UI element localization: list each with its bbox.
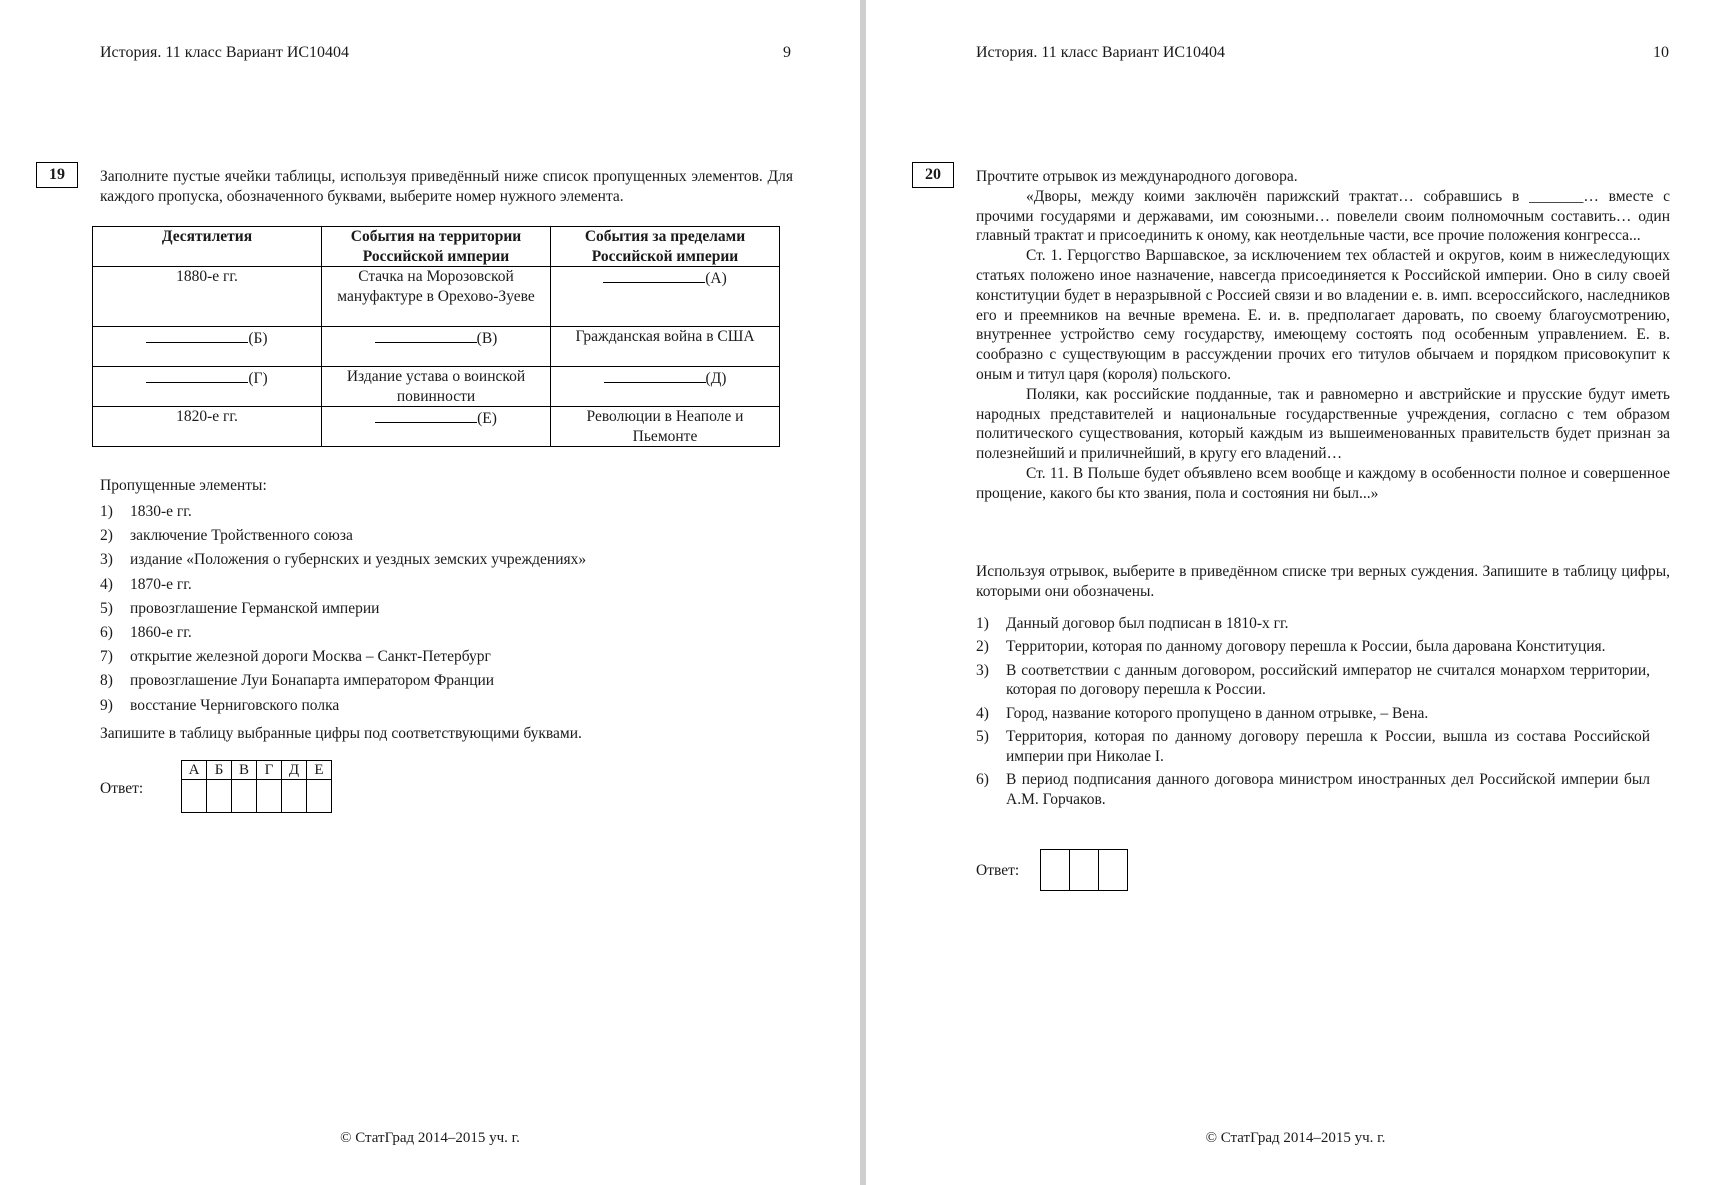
list-item	[100, 669, 790, 693]
list-item	[100, 645, 790, 669]
excerpt-paragraph: Ст. 1. Герцогство Варшавское, за исключением тех областей и округов, коим в нижеследующих статьях положено иное назначение, навсегда присоединяется к Российской империи. Оно в силу своей конституции будет в неразрывной с Россией связи и во владении е. в. имп. всероссийского, наследников его и преемников на вечные времена. Е. и. в. предполагает даровать, по своему благоусмотрению, внутреннее устройство сему государству, имеющему состоять под особенным управлением. Е. в. сообразно с существующим в рассуждении прочих его титулов обычаем и порядком присовокупит к оным и титул царя (короля) польского.	[976, 247, 1670, 383]
table-cell: Стачка на Морозовской мануфактуре в Орехово-Зуеве	[322, 267, 551, 327]
answer-cell[interactable]	[1041, 850, 1070, 891]
page-footer: © СтатГрад 2014–2015 уч. г.	[1205, 1130, 1386, 1146]
item-number: 4)	[100, 575, 113, 593]
item-number: 6)	[976, 771, 989, 789]
item-text: восстание Черниговского полка	[130, 696, 340, 714]
list-item	[976, 614, 1650, 634]
list-item	[976, 770, 1650, 810]
options-list	[976, 614, 1650, 813]
column-header: События на территории Российской империи	[322, 227, 551, 267]
answer-letter: В	[232, 761, 257, 780]
column-header: События за пределами Российской империи	[551, 227, 780, 267]
table-row	[93, 407, 780, 447]
table-cell: 1820-е гг.	[93, 407, 322, 447]
answer-letter: А	[182, 761, 207, 780]
answer-cell[interactable]	[307, 780, 332, 813]
list-item	[100, 573, 790, 597]
page-header: История. 11 класс Вариант ИС10404	[976, 44, 1226, 61]
item-text: открытие железной дороги Москва – Санкт-Петербург	[130, 648, 491, 666]
list-item	[976, 704, 1650, 724]
task-number-box: 20	[912, 162, 954, 188]
answer-letter: Г	[257, 761, 282, 780]
list-item	[100, 694, 790, 718]
answer-cell[interactable]	[232, 780, 257, 813]
item-text: 1830-е гг.	[130, 503, 192, 520]
excerpt-paragraph: «Дворы, между коими заключён парижский трактат… собравшись в _______… вместе с прочими государями и державами, им союзными… повелели своим полномочным составить… один главный трактат и присоединить к оному, как неотдельные части, все прочие положения конгресса...	[976, 187, 1670, 245]
list-item	[100, 621, 790, 645]
list-item	[100, 548, 790, 572]
excerpt-intro: Прочтите отрывок из международного договора.	[976, 168, 1298, 185]
table-cell: Издание устава о воинской повинности	[322, 367, 551, 407]
item-number: 3)	[976, 661, 989, 679]
excerpt-paragraph: Ст. 11. В Польше будет объявлено всем вообще и каждому в особенности полное и совершенное прощение, какого бы кто звания, пола и состояния ни был...»	[976, 464, 1670, 502]
answer-letter: Е	[307, 761, 332, 780]
item-text: Данный договор был подписан в 1810-х гг.	[1006, 615, 1289, 632]
list-item	[976, 661, 1650, 701]
answer-cell[interactable]	[257, 780, 282, 813]
item-text: Город, название которого пропущено в данном отрывке, – Вена.	[1006, 704, 1429, 722]
answer-cell[interactable]	[207, 780, 232, 813]
list-item	[976, 637, 1650, 657]
table-cell-blank: (Г)	[93, 367, 322, 407]
item-number: 2)	[976, 638, 989, 656]
item-text: 1870-е гг.	[130, 575, 192, 593]
missing-elements-list	[100, 500, 790, 718]
item-number: 5)	[100, 599, 113, 617]
answer-cell[interactable]	[1099, 850, 1128, 891]
table-cell: Гражданская война в США	[551, 327, 780, 367]
item-number: 7)	[100, 648, 113, 666]
task-number-box: 19	[36, 162, 78, 188]
blank-line	[146, 327, 248, 343]
list-item	[976, 727, 1650, 767]
answer-grid	[1040, 849, 1128, 891]
answer-label: Ответ:	[100, 780, 144, 797]
item-text: В соответствии с данным договором, российский император не считался монархом территории, которая по договору перешла к России.	[1006, 661, 1650, 699]
page-10	[866, 0, 1725, 1185]
answer-cell[interactable]	[1070, 850, 1099, 891]
table-cell: Революции в Неаполе и Пьемонте	[551, 407, 780, 447]
table-cell-blank: (Д)	[551, 367, 780, 407]
item-number: 1)	[100, 503, 113, 520]
blank-line	[146, 367, 248, 383]
answer-letter: Б	[207, 761, 232, 780]
answer-grid	[181, 760, 332, 813]
table-cell: 1880-е гг.	[93, 267, 322, 327]
item-text: В период подписания данного договора министром иностранных дел Российской империи был А.М. Горчаков.	[1006, 771, 1650, 808]
page-number: 10	[1653, 44, 1669, 61]
item-number: 8)	[100, 672, 113, 690]
item-text: Территории, которая по данному договору перешла к России, была дарована Конституция.	[1006, 638, 1606, 656]
task-instruction: Заполните пустые ячейки таблицы, используя приведённый ниже список пропущенных элементов. Для каждого пропуска, обозначенного буквами, выберите номер нужного элемента.	[100, 168, 793, 205]
question-text: Используя отрывок, выберите в приведённом списке три верных суждения. Запишите в таблицу цифры, которыми они обозначены.	[976, 563, 1670, 600]
table-cell-blank: (А)	[551, 267, 780, 327]
item-text: провозглашение Германской империи	[130, 599, 380, 617]
list-item	[100, 500, 790, 524]
write-instruction: Запишите в таблицу выбранные цифры под соответствующими буквами.	[100, 725, 582, 742]
answer-label: Ответ:	[976, 862, 1020, 879]
item-number: 6)	[100, 624, 113, 642]
answer-letter: Д	[282, 761, 307, 780]
excerpt-paragraph: Поляки, как российские подданные, так и равномерно и австрийские и прусские будут иметь народных представителей и национальные государственные учреждения, согласно с тем образом политического существования, который каждым из вышеименованных правительств будет признан за полезнейший и приличнейший, в кругу его владений…	[976, 385, 1670, 463]
item-text: заключение Тройственного союза	[130, 527, 353, 545]
table-row	[93, 327, 780, 367]
item-number: 5)	[976, 727, 989, 745]
list-item	[100, 524, 790, 548]
blank-line	[604, 367, 706, 383]
item-text: Территория, которая по данному договору перешла к России, вышла из состава Российской империи при Николае I.	[1006, 727, 1650, 765]
answer-cell[interactable]	[182, 780, 207, 813]
item-text: провозглашение Луи Бонапарта императором Франции	[130, 672, 495, 690]
item-number: 9)	[100, 696, 113, 714]
item-number: 2)	[100, 527, 113, 545]
blank-line	[375, 327, 477, 343]
page-number: 9	[783, 44, 791, 61]
blank-line	[603, 267, 705, 283]
table-cell-blank: (В)	[322, 327, 551, 367]
item-number: 1)	[976, 615, 989, 632]
blank-line	[375, 407, 477, 423]
page-footer: © СтатГрад 2014–2015 уч. г.	[340, 1130, 520, 1146]
table-row	[93, 267, 780, 327]
answer-cell[interactable]	[282, 780, 307, 813]
item-text: 1860-е гг.	[130, 624, 192, 642]
events-table	[92, 226, 780, 447]
column-header: Десятилетия	[93, 227, 322, 267]
table-row	[93, 367, 780, 407]
item-number: 4)	[976, 704, 989, 722]
table-cell-blank: (Б)	[93, 327, 322, 367]
page-header: История. 11 класс Вариант ИС10404	[100, 44, 350, 61]
excerpt-block	[976, 167, 1670, 504]
list-item	[100, 597, 790, 621]
page-9	[0, 0, 860, 1185]
missing-elements-title: Пропущенные элементы:	[100, 477, 267, 494]
item-text: издание «Положения о губернских и уездных земских учреждениях»	[130, 551, 587, 569]
table-cell-blank: (Е)	[322, 407, 551, 447]
item-number: 3)	[100, 551, 113, 569]
